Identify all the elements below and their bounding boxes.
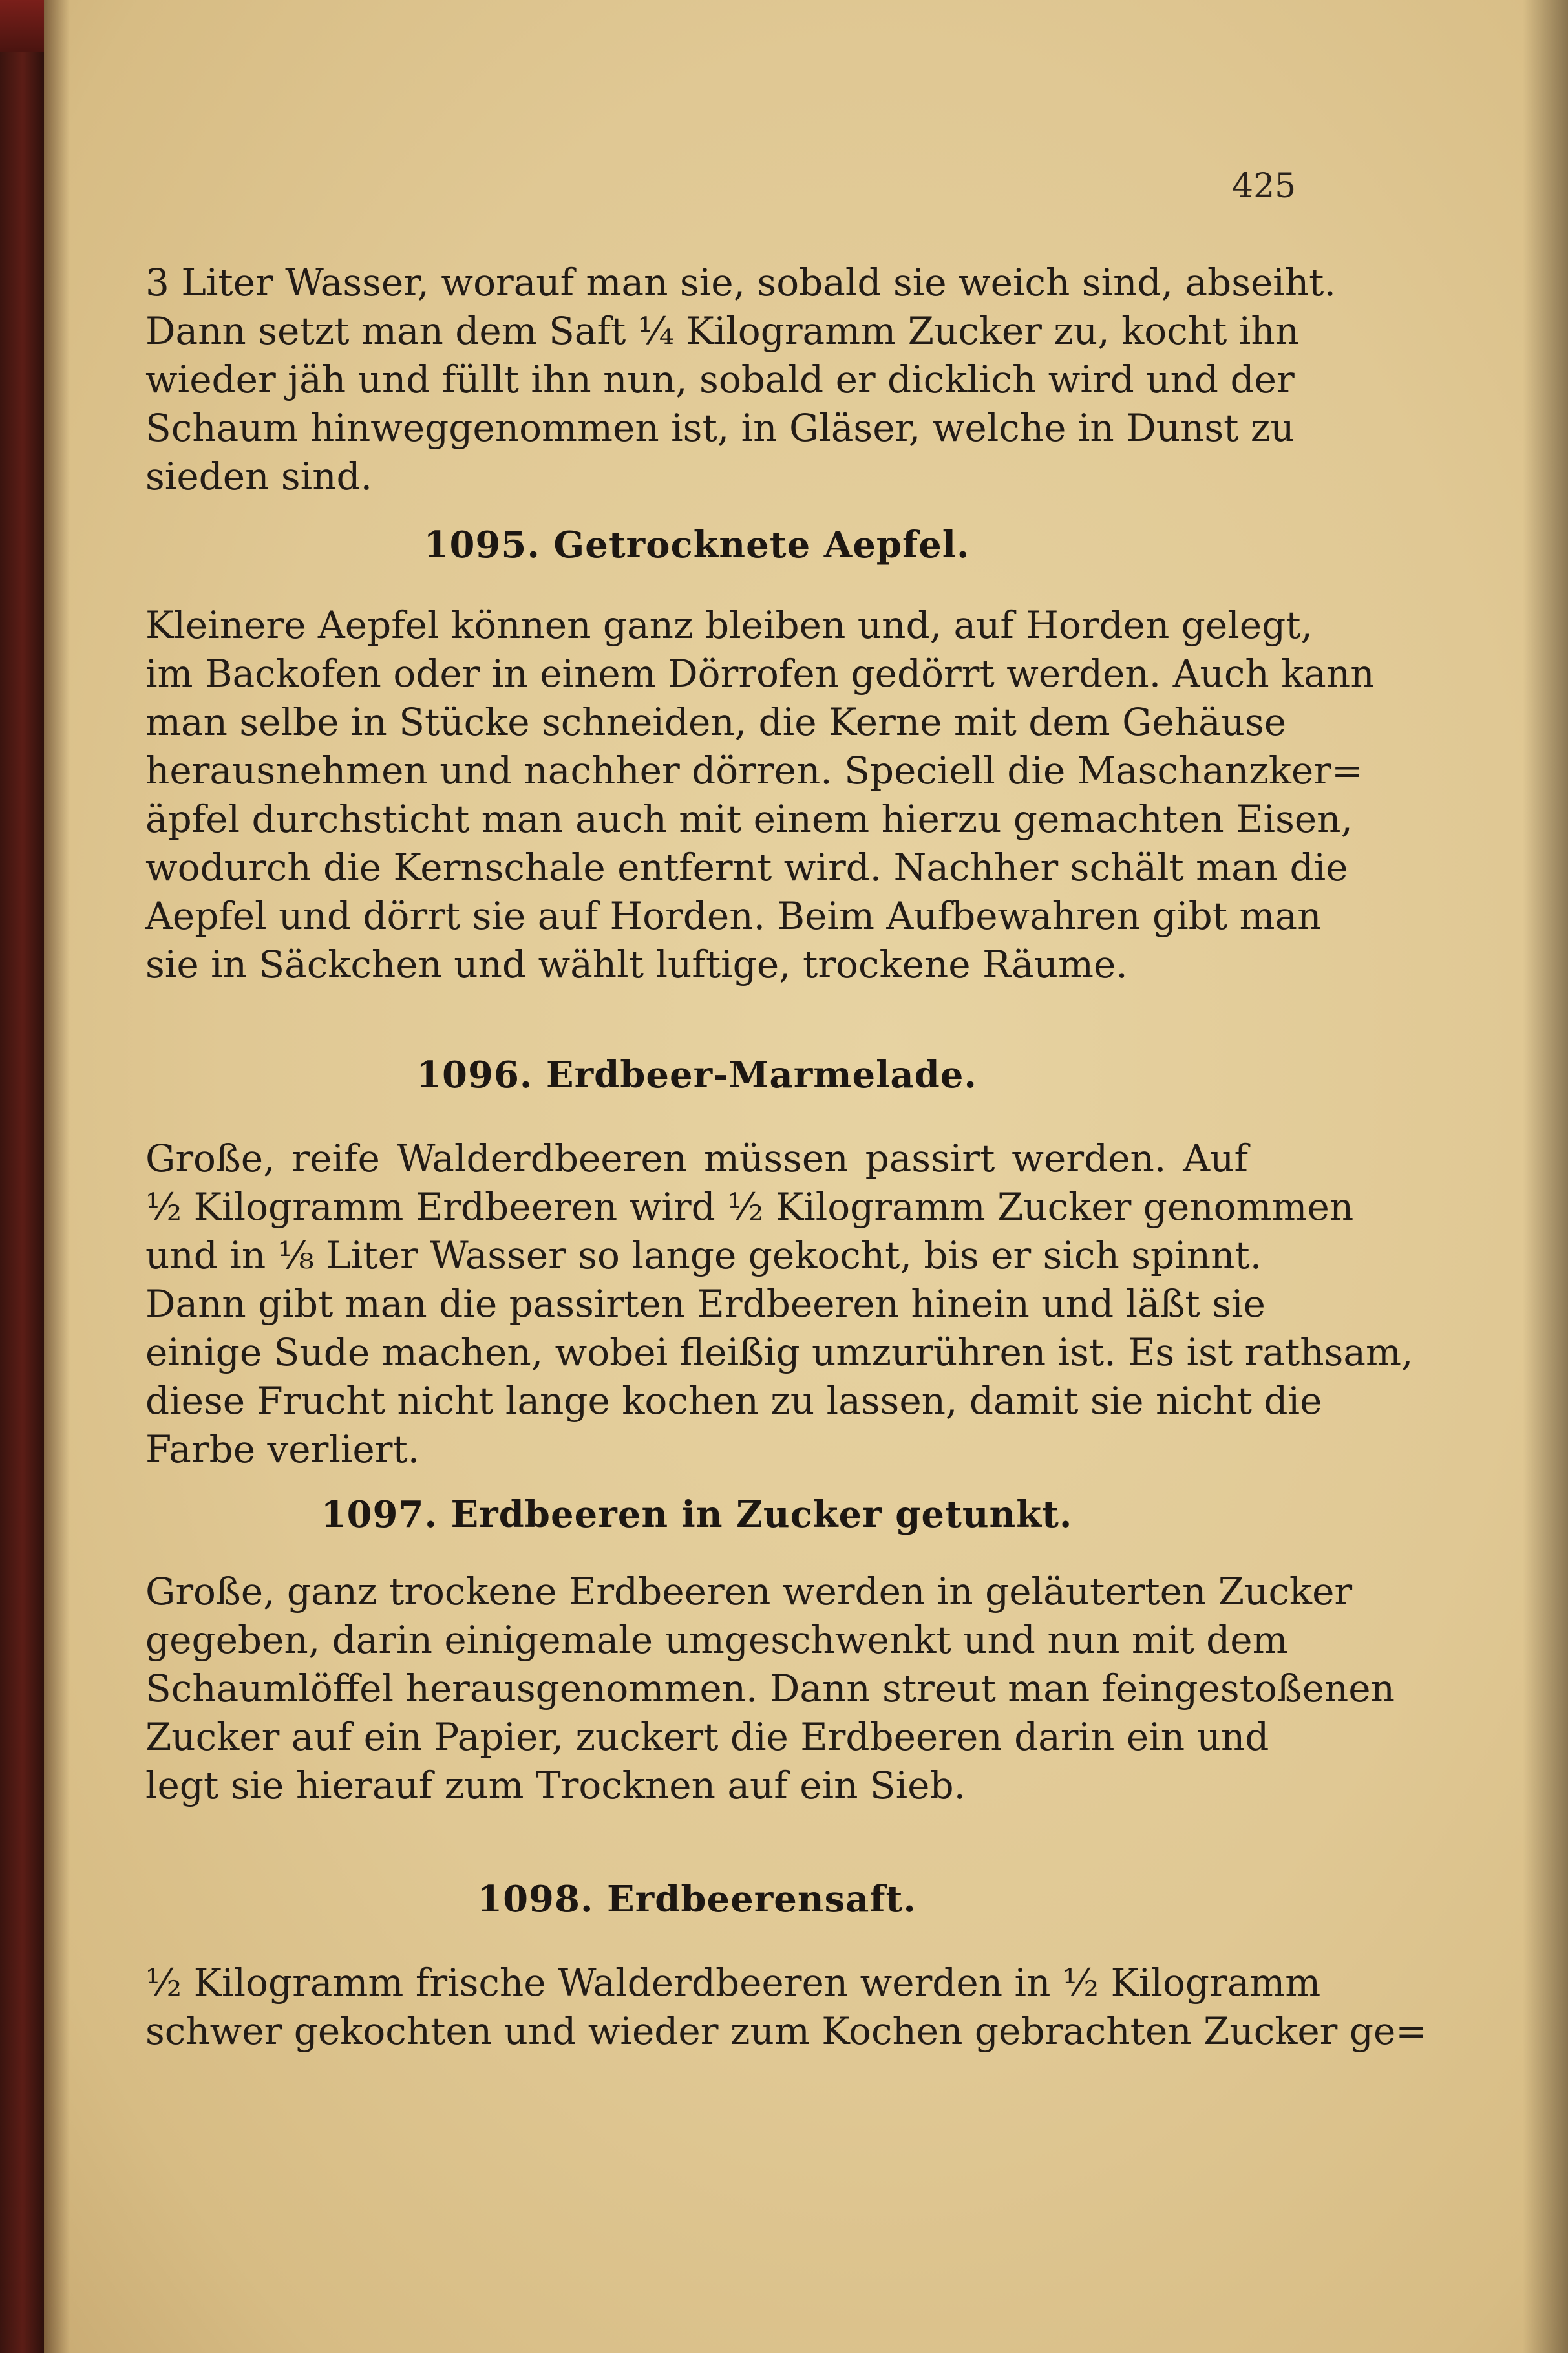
paragraph-erdbeeren-in-zucker	[145, 1568, 1395, 1810]
text-line: Dann gibt man die passirten Erdbeeren hinein und läßt sie	[145, 1282, 1266, 1326]
heading-title: Erdbeeren in Zucker getunkt.	[450, 1493, 1073, 1536]
text-line: herausnehmen und nachher dörren. Speciell die Maschanzker=	[145, 749, 1363, 793]
text-line: 3 Liter Wasser, worauf man sie, sobald sie weich sind, abseiht.	[145, 261, 1336, 304]
text-line: Große, ganz trockene Erdbeeren werden in geläuterten Zucker	[145, 1570, 1353, 1613]
page-edge	[1523, 0, 1568, 2353]
text-line: ½ Kilogramm frische Walderdbeeren werden in ½ Kilogramm	[145, 1961, 1321, 2005]
text-line: wodurch die Kernschale entfernt wird. Nachher schält man die	[145, 846, 1348, 889]
heading-1098	[145, 1878, 1248, 1921]
text-line: Große, reife Walderdbeeren müssen passirt werden. Auf	[145, 1136, 1248, 1180]
heading-title: Erdbeerensaft.	[606, 1878, 916, 1921]
text-line: äpfel durchsticht man auch mit einem hierzu gemachten Eisen,	[145, 797, 1353, 841]
text-line: sie in Säckchen und wählt luftige, trockene Räume.	[145, 942, 1128, 986]
heading-number: 1096.	[416, 1054, 533, 1096]
text-line: Dann setzt man dem Saft ¼ Kilogramm Zucker zu, kocht ihn	[145, 309, 1300, 353]
text-line: Schaum hinweggenommen ist, in Gläser, welche in Dunst zu	[145, 406, 1295, 450]
paragraph-getrocknete-aepfel	[145, 601, 1375, 989]
text-line: gegeben, darin einigemale umgeschwenkt und nun mit dem	[145, 1618, 1288, 1662]
text-line: Zucker auf ein Papier, zuckert die Erdbeeren darin ein und	[145, 1715, 1269, 1759]
text-line: und in ⅛ Liter Wasser so lange gekocht, bis er sich spinnt.	[145, 1233, 1262, 1277]
spine-shadow	[44, 0, 70, 2353]
text-line: Kleinere Aepfel können ganz bleiben und, auf Horden gelegt,	[145, 603, 1313, 647]
text-line: man selbe in Stücke schneiden, die Kerne mit dem Gehäuse	[145, 700, 1287, 744]
heading-number: 1097.	[321, 1493, 438, 1536]
text-line: Schaumlöffel herausgenommen. Dann streut man feingestoßenen	[145, 1666, 1395, 1710]
heading-1096	[145, 1054, 1248, 1096]
heading-1097	[145, 1493, 1248, 1536]
heading-number: 1095.	[423, 524, 540, 566]
heading-title: Getrocknete Aepfel.	[553, 524, 970, 566]
text-line: schwer gekochten und wieder zum Kochen gebrachten Zucker ge=	[145, 2009, 1427, 2053]
paragraph-erdbeerensaft	[145, 1959, 1427, 2056]
text-line: sieden sind.	[145, 454, 373, 498]
heading-1095	[145, 524, 1248, 566]
text-line: diese Frucht nicht lange kochen zu lassen, damit sie nicht die	[145, 1379, 1322, 1423]
paragraph-erdbeer-marmelade	[145, 1134, 1414, 1474]
text-line: im Backofen oder in einem Dörrofen gedörrt werden. Auch kann	[145, 652, 1375, 696]
text-line: einige Sude machen, wobei fleißig umzurühren ist. Es ist rathsam,	[145, 1330, 1414, 1374]
heading-title: Erdbeer-Marmelade.	[546, 1054, 977, 1096]
heading-number: 1098.	[477, 1878, 594, 1921]
text-line: Farbe verliert.	[145, 1427, 420, 1471]
text-line: legt sie hierauf zum Trocknen auf ein Sieb.	[145, 1763, 966, 1807]
text-line: Aepfel und dörrt sie auf Horden. Beim Aufbewahren gibt man	[145, 894, 1322, 938]
text-line: ½ Kilogramm Erdbeeren wird ½ Kilogramm Zucker genommen	[145, 1185, 1354, 1229]
page-number: 425	[1232, 167, 1297, 206]
text-line: wieder jäh und füllt ihn nun, sobald er dicklich wird und der	[145, 357, 1295, 401]
paragraph-dunst	[145, 259, 1336, 501]
book-binding	[0, 0, 45, 2353]
